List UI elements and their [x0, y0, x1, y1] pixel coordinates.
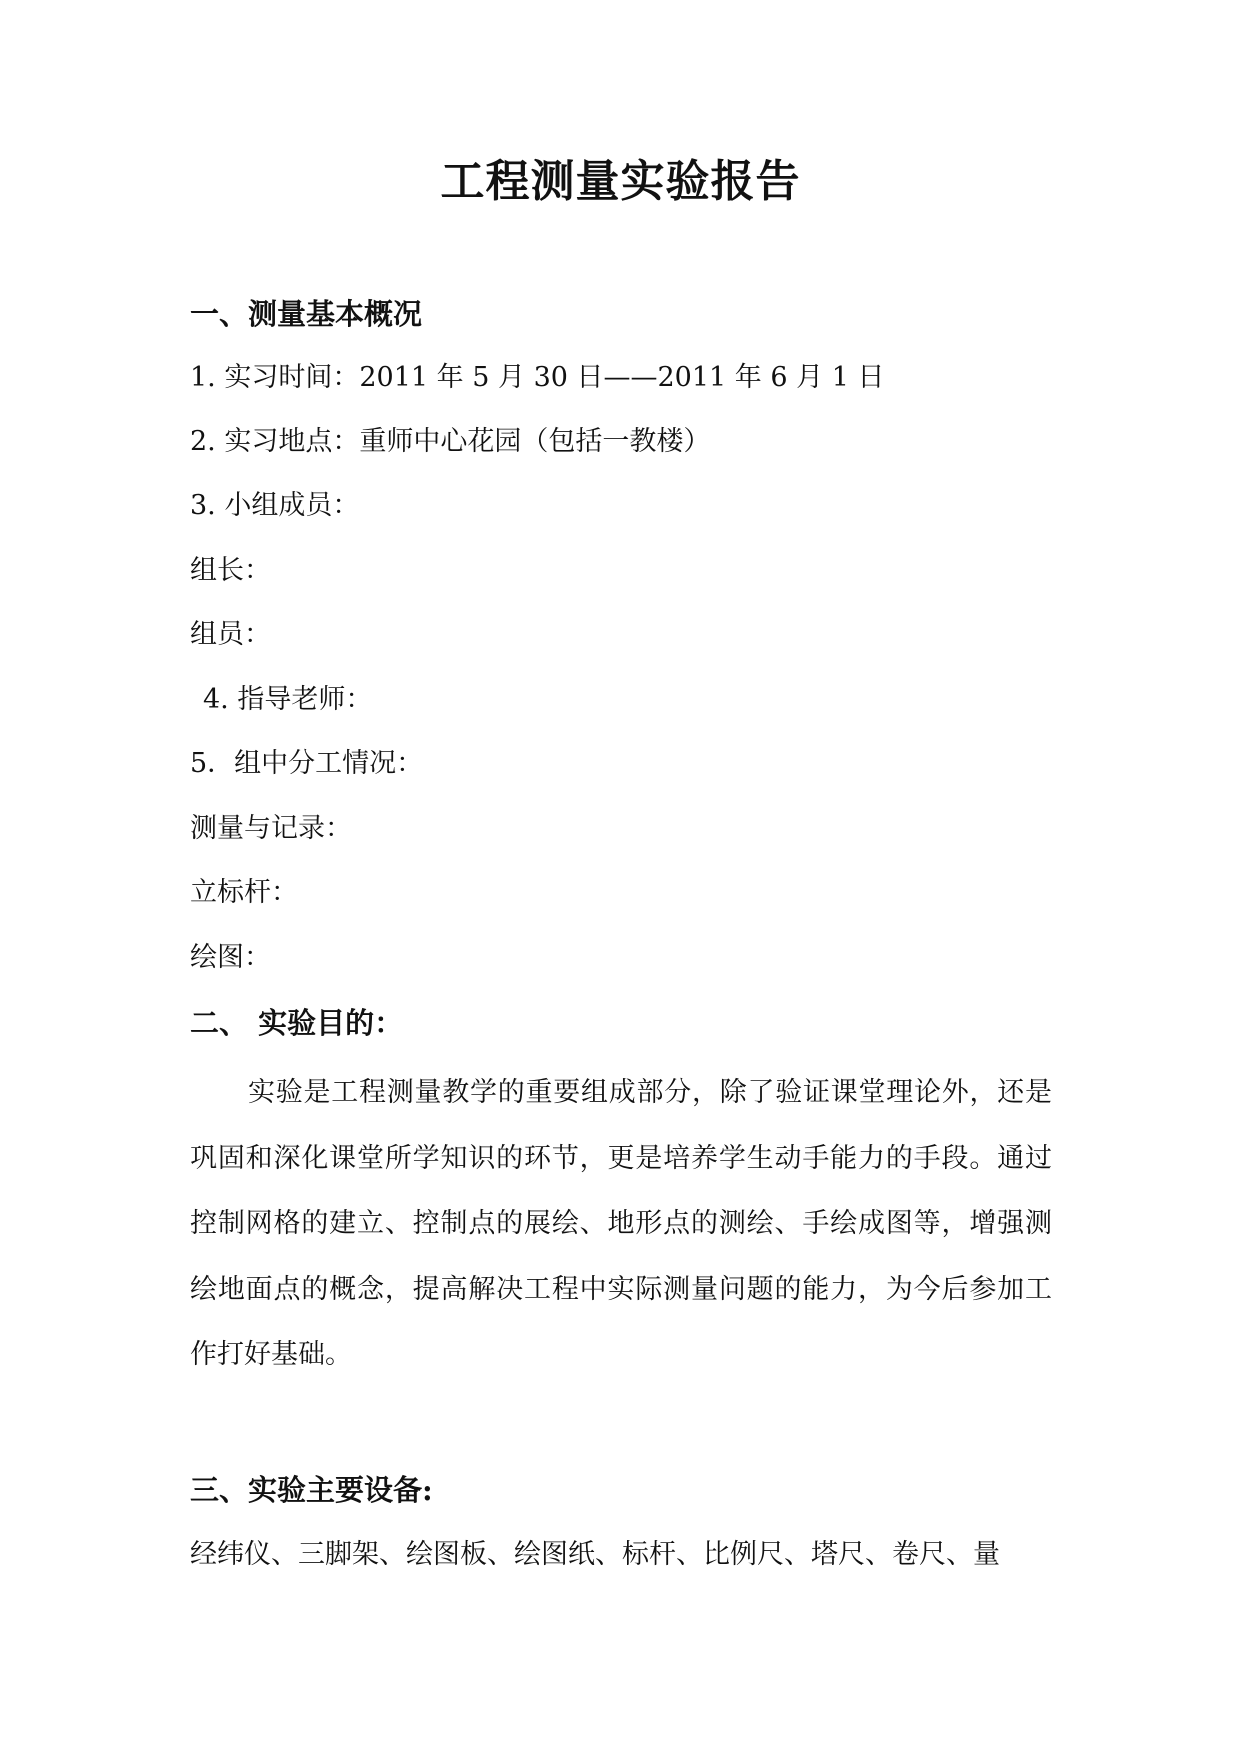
info-measure-record: 测量与记录：	[190, 813, 352, 844]
info-division-of-work: 5．组中分工情况：	[190, 748, 424, 779]
info-internship-location: 2. 实习地点：重师中心花园（包括一教楼）	[190, 426, 711, 457]
info-internship-time: 1. 实习时间：2011 年 5 月 30 日——2011 年 6 月 1 日	[190, 362, 885, 393]
section1-heading: 一、测量基本概况	[190, 297, 423, 331]
info-group-leader: 组长：	[190, 555, 271, 586]
info-group-member: 组员：	[190, 619, 271, 650]
info-instructor: 4. 指导老师：	[203, 684, 373, 715]
info-group-members: 3. 小组成员：	[190, 490, 360, 521]
section2-heading: 二、 实验目的：	[190, 1006, 404, 1040]
equipment-list: 经纬仪、三脚架、绘图板、绘图纸、标杆、比例尺、塔尺、卷尺、量	[190, 1539, 1000, 1570]
info-drawing: 绘图：	[190, 942, 271, 973]
document-title: 工程测量实验报告	[440, 156, 801, 207]
section3-heading: 三、实验主要设备:	[190, 1473, 433, 1507]
info-set-pole: 立标杆：	[190, 877, 298, 908]
purpose-paragraph: 实验是工程测量教学的重要组成部分，除了验证课堂理论外，还是巩固和深化课堂所学知识的环节，更是培养学生动手能力的手段。通过控制网格的建立、控制点的展绘、地形点的测绘、手绘成图等，增强测绘地面点的概念，提高解决工程中实际测量问题的能力，为今后参加工作打好基础。	[190, 1077, 1052, 1370]
